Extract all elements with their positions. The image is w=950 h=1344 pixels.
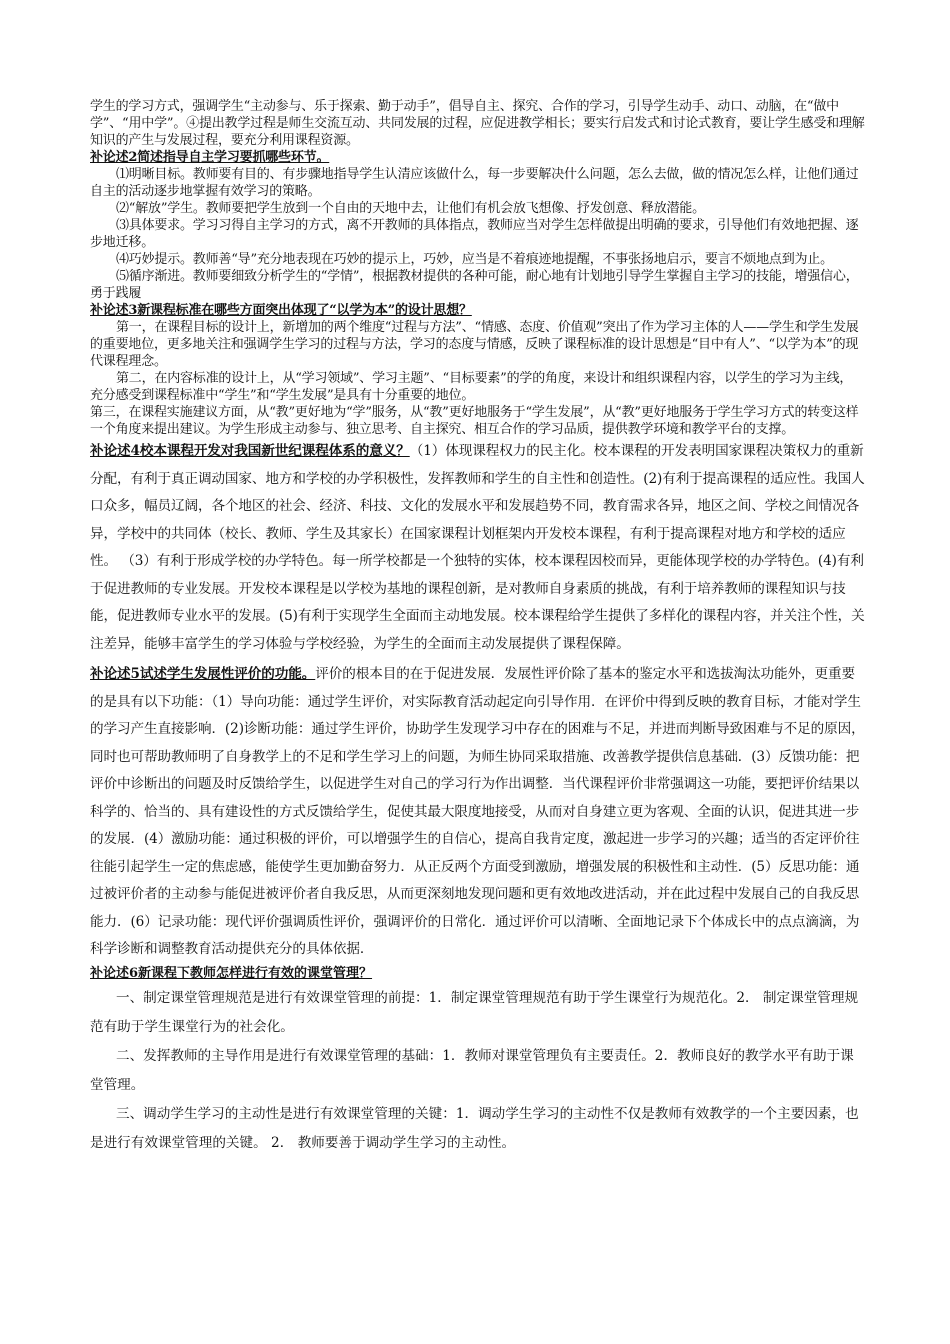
s6-para-2: 二、发挥教师的主导作用是进行有效课堂管理的基础：1．教师对课堂管理负有主要责任。2．教师良好的教学水平有助于课堂管理。 [90,1047,854,1093]
document-page [90,98,865,1158]
s2-item-3: ⑶具体要求。学习习得自主学习的方式，离不开教师的具体指点，教师应当对学生怎样做提出明确的要求，引导他们有效地把握、逐步地迁移。 [90,218,859,250]
s6-para-3: 三、调动学生学习的主动性是进行有效课堂管理的关键：1．调动学生学习的主动性不仅是教师有效教学的一个主要因素，也是进行有效课堂管理的关键。 2． 教师要善于调动学生学习的主动性。 [90,1105,859,1151]
s3-para-1: 第一，在课程目标的设计上，新增加的两个维度“过程与方法”、“情感、态度、价值观”突出了作为学习主体的人——学生和学生发展的重要地位，更多地关注和强调学生学习的过程与方法，学习的态度与情感，反映了课程标准的设计思想是“目中有人”、“以学为本”的现代课程理念。 [90,320,859,369]
s3-para-3: 第三，在课程实施建议方面，从“教”更好地为“学”服务，从“教”更好地服务于“学生发展”，从“教”更好地服务于学生学习方式的转变这样一个角度来提出建议。为学生形成主动参与、独立思考、自主探究、相互合作的学习品质，提供教学环境和教学平台的支撑。 [90,405,859,437]
s5-text: 评价的根本目的在于促进发展．发展性评价除了基本的鉴定水平和选拔淘汰功能外，更重要的是具有以下功能：（1）导向功能：通过学生评价，对实际教育活动起定向引导作用．在评价中得到反映的教育目标，才能对学生的学习产生直接影响．(2)诊断功能：通过学生评价，协助学生发现学习中存在的困难与不足，并进而判断导致困难与不足的原因，同时也可帮助教师明了自身教学上的不足和学生学习上的问题，为师生协同采取措施、改善教学提供信息基础．(3）反馈功能：把评价中诊断出的问题及时反馈给学生，以促进学生对自己的学习行为作出调整．当代课程评价非常强调这一功能，要把评价结果以科学的、恰当的、具有建设性的方式反馈给学生，促使其最大限度地接受，从而对自身建立更为客观、全面的认识，促进其进一步的发展．(4）激励功能：通过积极的评价，可以增强学生的自信心，提高自我肯定度，激起进一步学习的兴趣；适当的否定评价往往能引起学生一定的焦虑感，能使学生更加勤奋努力．从正反两个方面受到激励，增强发展的积极性和主动性．(5）反思功能：通过被评价者的主动参与能促进被评价者自我反思，从而更深刻地发现问题和更有效地改进活动，并在此过程中发展自己的自我反思能力．(6）记录功能：现代评价强调质性评价，强调评价的日常化．通过评价可以清晰、全面地记录下个体成长中的点点滴滴，为科学诊断和调整教育活动提供充分的具体依据． [90,666,865,957]
s2-item-5: ⑸循序渐进。教师要细致分析学生的“学情”，根据教材提供的各种可能，耐心地有计划地引导学生掌握自主学习的技能，增强信心，勇于践履 [90,269,859,301]
s2-item-1: ⑴明晰目标。教师要有目的、有步骤地指导学生认清应该做什么，每一步要解决什么问题，怎么去做，做的情况怎么样，让他们通过自主的活动逐步地掌握有效学习的策略。 [90,167,859,199]
s4-heading: 补论述4校本课程开发对我国新世纪课程体系的意义？ [90,443,410,459]
s6-section [90,964,865,1158]
s2-heading: 补论述2简述指导自主学习要抓哪些环节。 [90,150,330,165]
s2-item-4: ⑷巧妙提示。教师善“导”充分地表现在巧妙的提示上，巧妙，应当是不着痕迹地提醒，不事张扬地启示，要言不烦地点到为止。 [116,252,833,267]
s4-text: （1）体现课程权力的民主化。校本课程的开发表明国家课程决策权力的重新分配，有利于真正调动国家、地方和学校的办学积极性，发挥教师和学生的自主性和创造性。(2)有利于提高课程的适应性。我国人口众多，幅员辽阔，各个地区的社会、经济、科技、文化的发展水平和发展趋势不同，教育需求各异，地区之间、学校之间情况各异，学校中的共同体（校长、教师、学生及其家长）在国家课程计划框架内开发校本课程，有利于提高课程对地方和学校的适应性。 （3）有利于形成学校的办学特色。每一所学校都是一个独特的实体，校本课程因校而异，更能体现学校的办学特色。(4)有利于促进教师的专业发展。开发校本课程是以学校为基地的课程创新，是对教师自身素质的挑战，有利于培养教师的课程知识与技能，促进教师专业水平的发展。(5)有利于实现学生全面而主动地发展。校本课程给学生提供了多样化的课程内容，并关注个性，关注差异，能够丰富学生的学习体验与学校经验，为学生的全面而主动发展提供了课程保障。 [90,443,865,652]
s5-heading: 补论述5试述学生发展性评价的功能。 [90,666,316,682]
intro-paragraph: 学生的学习方式，强调学生“主动参与、乐于探索、勤于动手”，倡导自主、探究、合作的学习，引导学生动手、动口、动脑，在“做中学”、“用中学”。④提出教学过程是师生交流互动、共同发展的过程，应促进教学相长；要实行启发式和讨论式教育，要让学生感受和理解知识的产生与发展过程，要充分利用课程资源。 [90,99,865,148]
s2-item-2: ⑵“解放”学生。教师要把学生放到一个自由的天地中去，让他们有机会放飞想像、抒发创意、释放潜能。 [116,201,705,216]
s3-para-2: 第二，在内容标准的设计上，从“学习领域”、学习主题”、“目标要素”的学的角度，来设计和组织课程内容，以学生的学习为主线，充分感受到课程标准中“学生”和“学生发展”是具有十分重要的地位。 [90,371,853,403]
s6-heading: 补论述6新课程下教师怎样进行有效的课堂管理？ [90,965,373,981]
s5-paragraph [90,661,865,964]
section-top [90,98,865,438]
s4-paragraph [90,438,865,658]
s3-heading: 补论述3新课程标准在哪些方面突出体现了“以学为本”的设计思想？ [90,303,472,318]
s6-para-1: 一、制定课堂管理规范是进行有效课堂管理的前提：1．制定课堂管理规范有助于学生课堂行为规范化。2． 制定课堂管理规范有助于学生课堂行为的社会化。 [90,989,859,1035]
